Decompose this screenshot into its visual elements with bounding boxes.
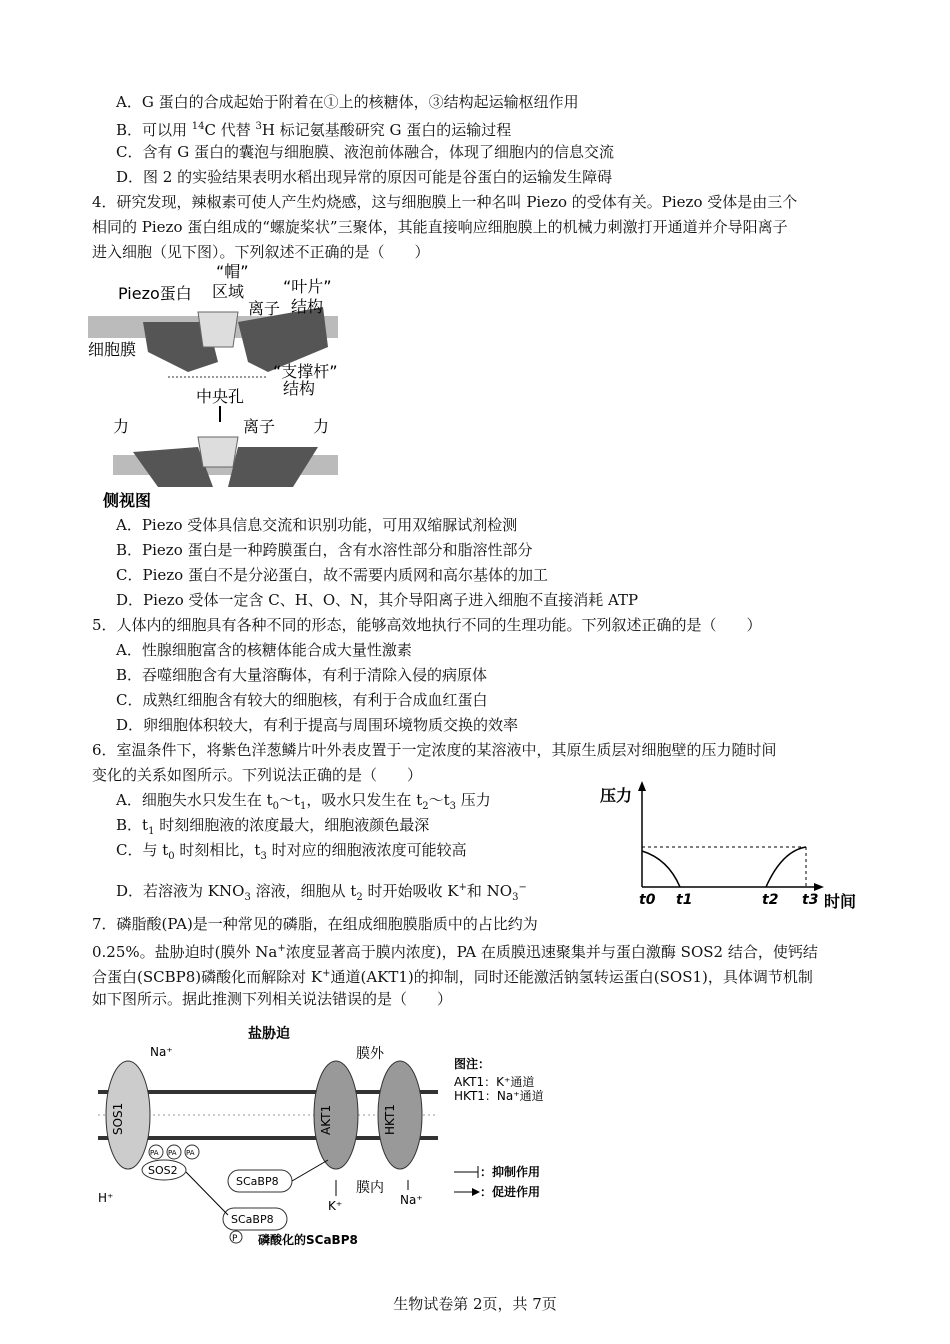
label-piezo: Piezo蛋白 (118, 284, 192, 303)
q4-option-c: C．Piezo 蛋白不是分泌蛋白，故不需要内质网和高尔基体的加工 (116, 566, 548, 584)
label-scabp8-bottom: SCaBP8 (231, 1213, 274, 1226)
label-scabp8-top: SCaBP8 (236, 1175, 279, 1188)
q6-option-c: C．与 $t_0$ 时刻相比，$t_3$ 时对应的细胞液浓度可能较高 (116, 841, 467, 862)
label-blade2: 结构 (291, 297, 324, 316)
q4-option-b: B．Piezo 蛋白是一种跨膜蛋白，含有水溶性部分和脂溶性部分 (116, 541, 533, 559)
label-cap2: 区域 (212, 282, 245, 301)
label-phos: 磷酸化的SCaBP8 (258, 1233, 358, 1247)
label-sos2: SOS2 (148, 1164, 178, 1177)
q4-stem-line2: 相同的 Piezo 蛋白组成的“螺旋桨状”三聚体，其能直接响应细胞膜上的机械力刺激打开通道并介导阳离子 (92, 218, 788, 236)
y-axis-arrow (638, 781, 646, 791)
tick-t0: t0 (639, 892, 656, 908)
q3-option-b: B．可以用 $^{14}$C 代替 $^3$H 标记氨基酸研究 G 蛋白的运输过程 (116, 121, 512, 139)
label-strut1: “支撑杆” (273, 362, 338, 381)
q7-stem-line3: 合蛋白(SCBP8)磷酸化而解除对 K+通道(AKT1)的抑制，同时还能激活钠氢转运蛋白(SOS1)，具体调节机制 (92, 968, 813, 986)
q7-stem-line2: 0.25%。盐胁迫时(膜外 Na+浓度显著高于膜内浓度)，PA 在质膜迅速聚集并与蛋白激酶 SOS2 结合，使钙结 (92, 943, 818, 961)
legend-promote: ：促进作用 (480, 1185, 541, 1199)
label-h: H⁺ (98, 1191, 114, 1205)
label-ion2: 离子 (243, 417, 276, 436)
label-k: K⁺ (328, 1199, 343, 1213)
fig-salt: 盐胁迫 (248, 1026, 290, 1042)
q5-option-c: C．成熟红细胞含有较大的细胞核，有利于合成血红蛋白 (116, 691, 488, 709)
q6-stem-line2: 变化的关系如图所示。下列说法正确的是（ ） (92, 766, 423, 784)
legend-title: 图注： (454, 1057, 491, 1071)
label-strut2: 结构 (283, 379, 316, 398)
pressure-chart (596, 775, 866, 915)
tick-t1: t1 (676, 892, 693, 908)
legend-akt1: AKT1：K⁺通道 (454, 1075, 535, 1089)
label-side: 侧视图 (103, 491, 152, 510)
q3-option-a: A．G 蛋白的合成起始于附着在①上的核糖体，③结构起运输枢纽作用 (116, 93, 579, 111)
label-p: P (232, 1234, 238, 1244)
label-hkt1: HKT1 (383, 1104, 397, 1135)
piezo-figure (88, 262, 358, 512)
fig-inside: 膜内 (356, 1180, 384, 1196)
fig-outside: 膜外 (356, 1046, 384, 1062)
q5-option-b: B．吞噬细胞含有大量溶酶体，有利于清除入侵的病原体 (116, 666, 488, 684)
tick-t3: t3 (802, 892, 819, 908)
tick-t2: t2 (762, 892, 779, 908)
q5-option-a: A．性腺细胞富含的核糖体能合成大量性激素 (116, 641, 412, 659)
label-pa-3: PA (186, 1149, 195, 1157)
inhibit-line (292, 1160, 328, 1181)
q7-stem-line1: 7．磷脂酸(PA)是一种常见的磷脂，在组成细胞膜脂质中的占比约为 (92, 915, 538, 933)
label-pa-2: PA (168, 1149, 177, 1157)
q3-option-c: C．含有 G 蛋白的囊泡与细胞膜、液泡前体融合，体现了细胞内的信息交流 (116, 143, 614, 161)
label-force-right: 力 (313, 417, 330, 436)
side-right (228, 447, 318, 487)
x-axis-arrow (814, 883, 824, 891)
q5-stem: 5．人体内的细胞具有各种不同的形态，能够高效地执行不同的生理功能。下列叙述正确的是（ ） (92, 616, 762, 634)
page-footer: 生物试卷第 2页，共 7页 (393, 1295, 557, 1313)
chart-ylabel: 压力 (600, 786, 633, 805)
q4-option-a: A．Piezo 受体具信息交流和识别功能，可用双缩脲试剂检测 (116, 516, 518, 534)
label-membrane: 细胞膜 (88, 340, 137, 359)
chart-xlabel: 时间 (824, 892, 857, 911)
label-force-left: 力 (113, 417, 130, 436)
label-akt1: AKT1 (319, 1104, 333, 1135)
q6-option-d: D．若溶液为 $KNO_3$ 溶液，细胞从 $t_2$ 时开始吸收 K+和 $NO_3^-$ (116, 882, 527, 903)
side-cap (198, 437, 238, 467)
cap-region (198, 312, 238, 347)
label-cap1: “帽” (216, 262, 249, 281)
q6-stem-line1: 6．室温条件下，将紫色洋葱鳞片叶外表皮置于一定浓度的某溶液中，其原生质层对细胞壁的压力随时间 (92, 741, 777, 759)
label-sos1: SOS1 (111, 1102, 125, 1135)
curve-decrease (642, 851, 680, 887)
q7-stem-line4: 如下图所示。据此推测下列相关说法错误的是（ ） (92, 990, 453, 1008)
legend-promote-arrow (472, 1188, 480, 1196)
q5-option-d: D．卵细胞体积较大，有利于提高与周围环境物质交换的效率 (116, 716, 519, 734)
label-na-bottom: Na⁺ (400, 1193, 423, 1207)
salt-stress-figure (88, 1020, 568, 1250)
q4-stem-line3: 进入细胞（见下图）。下列叙述不正确的是（ ） (92, 243, 430, 261)
q6-option-b: B．$t_1$ 时刻细胞液的浓度最大，细胞液颜色最深 (116, 816, 430, 837)
label-ion: 离子 (248, 299, 281, 318)
legend-hkt1: HKT1：Na⁺通道 (454, 1089, 544, 1103)
label-pa-1: PA (150, 1149, 159, 1157)
promote-line (186, 1172, 228, 1215)
label-pore: 中央孔 (196, 387, 245, 406)
q3-option-d: D．图 2 的实验结果表明水稻出现异常的原因可能是谷蛋白的运输发生障碍 (116, 168, 613, 186)
q4-stem-line1: 4．研究发现，辣椒素可使人产生灼烧感，这与细胞膜上一种名叫 Piezo 的受体有关。Piezo 受体是由三个 (92, 193, 798, 211)
label-blade1: “叶片” (283, 277, 332, 296)
label-na-top: Na⁺ (150, 1045, 173, 1059)
legend-inhibit: ：抑制作用 (480, 1165, 541, 1179)
q4-option-d: D．Piezo 受体一定含 C、H、O、N，其介导阳离子进入细胞不直接消耗 ATP (116, 591, 639, 609)
q6-option-a: A．细胞失水只发生在 $t_0\sim t_1$，吸水只发生在 $t_2\sim t_3$ 压力 (116, 791, 491, 812)
curve-increase (766, 847, 806, 887)
